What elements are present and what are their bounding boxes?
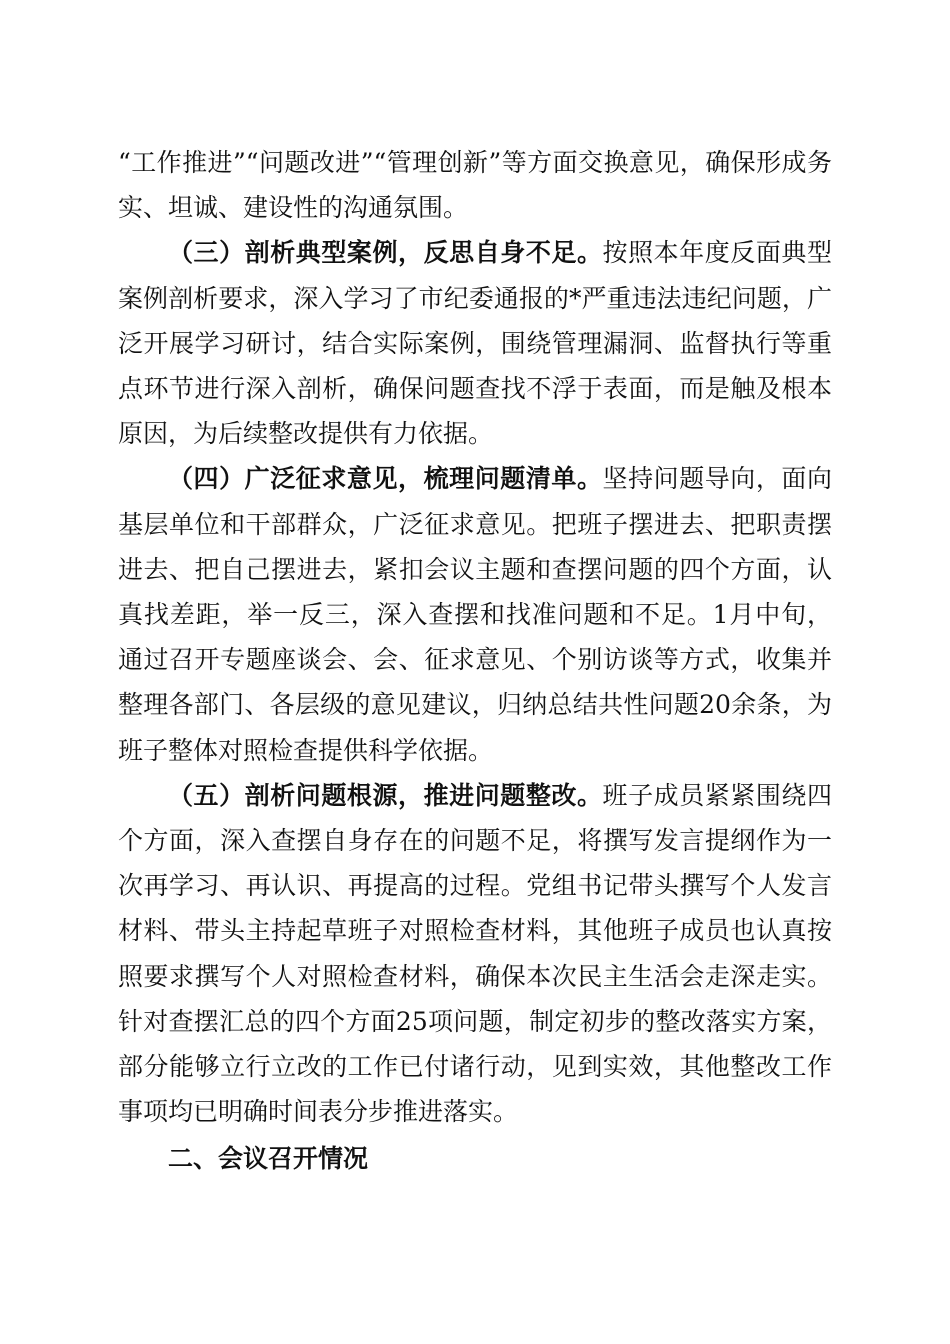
section-body-3: 按照本年度反面典型案例剖析要求，深入学习了市纪委通报的*严重违法违纪问题，广泛开展学习研讨，结合实际案例，围绕管理漏洞、监督执行等重点环节进行深入剖析，确保问题查找不浮于表面，而是触及根本原因，为后续整改提供有力依据。 <box>118 238 832 449</box>
paragraph-case-analysis <box>118 230 832 456</box>
section-lead-5: （五）剖析问题根源，推进问题整改。 <box>168 780 603 810</box>
paragraph-collect-opinions <box>118 456 832 772</box>
section-lead-4: （四）广泛征求意见，梳理问题清单。 <box>168 464 603 494</box>
section-heading: 二、会议召开情况 <box>168 1144 369 1174</box>
section-body-5: 班子成员紧紧围绕四个方面，深入查摆自身存在的问题不足，将撰写发言提纲作为一次再学习、再认识、再提高的过程。党组书记带头撰写个人发言材料、带头主持起草班子对照检查材料，其他班子成员也认真按照要求撰写个人对照检查材料，确保本次民主生活会走深走实。针对查摆汇总的四个方面25项问题，制定初步的整改落实方案，部分能够立行立改的工作已付诸行动，见到实效，其他整改工作事项均已明确时间表分步推进落实。 <box>118 780 832 1127</box>
paragraph-rectification <box>118 773 832 1135</box>
document-body <box>118 140 832 1182</box>
paragraph-continuation: “工作推进”“问题改进”“管理创新”等方面交换意见，确保形成务实、坦诚、建设性的沟通氛围。 <box>118 148 832 223</box>
section-lead-3: （三）剖析典型案例，反思自身不足。 <box>168 238 603 268</box>
section-body-4: 坚持问题导向，面向基层单位和干部群众，广泛征求意见。把班子摆进去、把职责摆进去、把自己摆进去，紧扣会议主题和查摆问题的四个方面，认真找差距，举一反三，深入查摆和找准问题和不足。1月中旬，通过召开专题座谈会、会、征求意见、个别访谈等方式，收集并整理各部门、各层级的意见建议，归纳总结共性问题20余条，为班子整体对照检查提供科学依据。 <box>118 464 832 765</box>
